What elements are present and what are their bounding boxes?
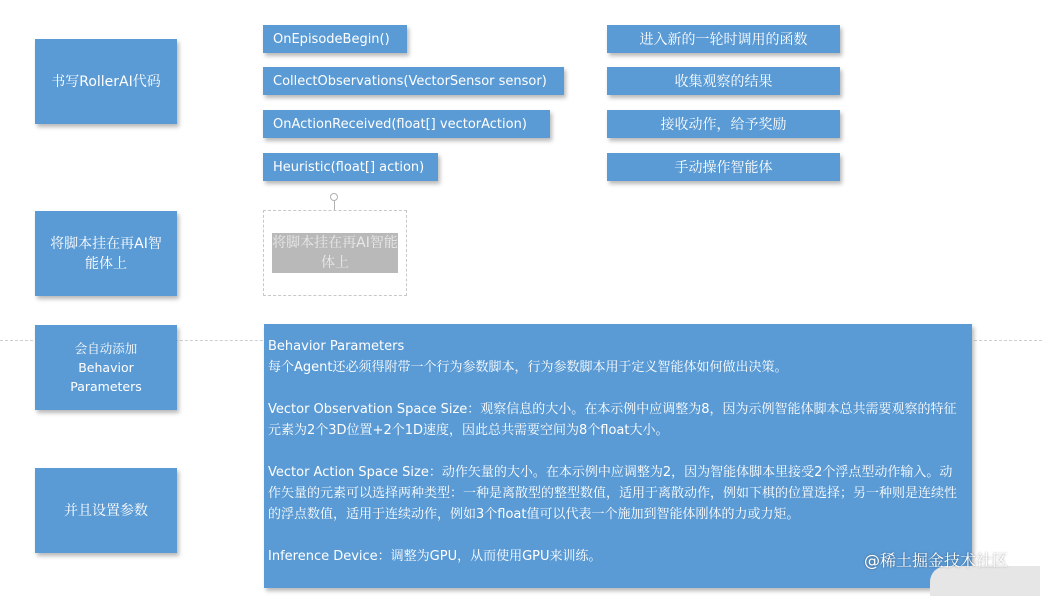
- selected-text-shape-label: 将脚本挂在再AI智能体上: [272, 235, 398, 271]
- method-on-episode-begin: [263, 25, 407, 53]
- method-heuristic-label: Heuristic(float[] action): [273, 159, 425, 175]
- details-spacer: [268, 525, 964, 546]
- details-intro: 每个Agent还必须得附带一个行为参数脚本，行为参数脚本用于定义智能体如何做出决策。: [268, 360, 788, 375]
- details-action: Vector Action Space Size：动作矢量的大小。在本示例中应调整为2，因为智能体脚本里接受2个浮点型动作输入。动作矢量的元素可以选择两种类型：一种是离散型的整型数值，适用于离散动作，例如下棋的位置选择；另一种则是连续性的浮点数值，适用于连续动作，例如3个float值可以代表一个施加到智能体刚体的力或力矩。: [268, 465, 958, 522]
- details-spacer: [268, 441, 964, 462]
- method-on-action-received-label: OnActionReceived(float[] vectorAction): [273, 116, 527, 132]
- step-auto-add-label: 会自动添加 Behavior Parameters: [70, 341, 142, 394]
- method-on-action-received: [263, 110, 550, 138]
- desc-on-action-received-label: 接收动作，给予奖励: [660, 117, 787, 133]
- step-auto-add: [35, 325, 177, 410]
- desc-collect-observations-label: 收集观察的结果: [674, 74, 773, 90]
- rotate-handle-icon[interactable]: [330, 193, 338, 201]
- rotate-handle-connector: [334, 201, 335, 210]
- details-heading: Behavior Parameters: [268, 339, 405, 354]
- step-attach-script: [35, 211, 177, 296]
- details-inference: Inference Device：调整为GPU，从而使用GPU来训练。: [268, 549, 602, 564]
- step-attach-script-label: 将脚本挂在再AI智能体上: [50, 235, 162, 272]
- desc-heuristic-label: 手动操作智能体: [674, 160, 773, 176]
- step-write-code: [35, 39, 177, 124]
- step-set-params: [35, 468, 177, 553]
- desc-heuristic: [607, 153, 840, 181]
- desc-on-episode-begin-label: 进入新的一轮时调用的函数: [639, 32, 808, 48]
- watermark: @稀土掘金技术社区: [864, 551, 1009, 570]
- method-collect-observations-label: CollectObservations(VectorSensor sensor): [273, 73, 547, 89]
- selected-text-shape[interactable]: [263, 210, 407, 296]
- desc-on-action-received: [607, 110, 840, 138]
- step-set-params-label: 并且设置参数: [64, 502, 148, 519]
- step-write-code-label: 书写RollerAI代码: [51, 73, 161, 90]
- details-spacer: [268, 378, 964, 399]
- desc-collect-observations: [607, 67, 840, 95]
- details-observation: Vector Observation Space Size：观察信息的大小。在本示例中应调整为8，因为示例智能体脚本总共需要观察的特征元素为2个3D位置+2个1D速度，因此总共需要空间为8个float大小。: [268, 402, 957, 438]
- method-collect-observations: [263, 67, 564, 95]
- method-on-episode-begin-label: OnEpisodeBegin(): [273, 31, 390, 47]
- method-heuristic: [263, 153, 438, 181]
- desc-on-episode-begin: [607, 25, 840, 53]
